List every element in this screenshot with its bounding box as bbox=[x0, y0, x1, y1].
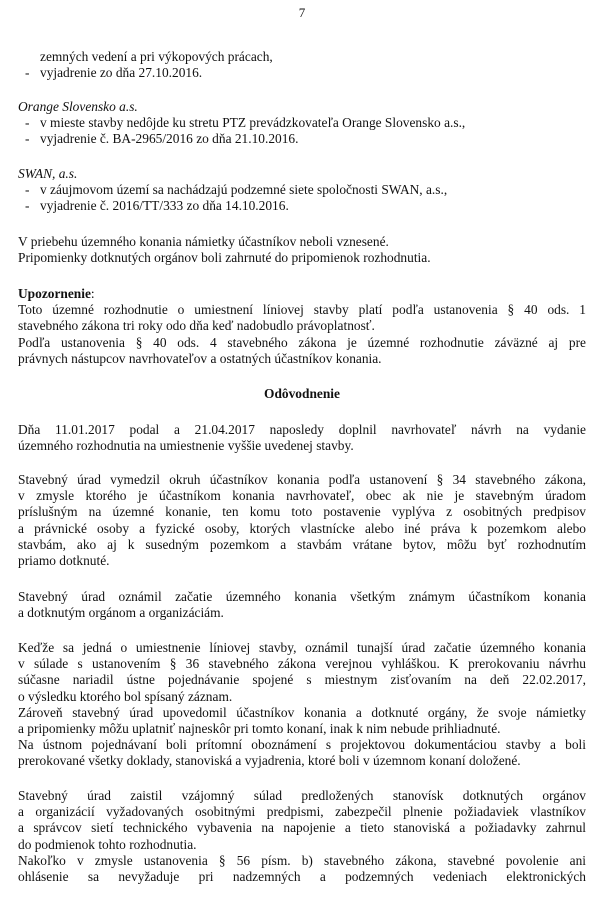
reasoning-paragraph-3 bbox=[18, 589, 586, 621]
text-line: stavbám, ako aj k susedným pozemkom a stavbám vrátane bytov, môžu byť rozhodnutím bbox=[18, 536, 586, 552]
company-name: Orange Slovensko a.s. bbox=[18, 99, 138, 114]
text-line: priamo dotknuté. bbox=[18, 553, 110, 569]
text-line: právnych nástupcov navrhovateľov a ostatných účastníkov konania. bbox=[18, 350, 382, 366]
text-line: a správcov sietí technického vybavenia na napojenie a tieto stanoviská a požiadavky zahrnul bbox=[18, 820, 586, 836]
text-line: a organizácií vyžadovaných osobitnými predpismi, zabezpečil plnenie požiadaviek vlastníkov bbox=[18, 804, 586, 820]
text-line: Pripomienky dotknutých orgánov boli zahrnuté do pripomienok rozhodnutia. bbox=[18, 250, 431, 266]
text-line: územného rozhodnutia na umiestnenie vyššie uvedenej stavby. bbox=[18, 438, 354, 454]
text-line: príslušným na územné konanie, ten komu toto postavenie vyplýva z osobitných predpisov bbox=[18, 504, 586, 520]
objections-paragraph bbox=[18, 234, 586, 266]
reasoning-paragraph-5 bbox=[18, 788, 586, 885]
text-line: Stavebný úrad vymedzil okruh účastníkov konania podľa ustanovení § 34 stavebného zákona, bbox=[18, 472, 586, 487]
list-item: - vyjadrenie zo dňa 27.10.2016. bbox=[18, 65, 586, 81]
reasoning-heading: Odôvodnenie bbox=[264, 386, 340, 401]
list-item: - vyjadrenie č. 2016/TT/333 zo dňa 14.10.2016. bbox=[18, 198, 586, 214]
text-line: v súlade s ustanovením § 36 stavebného zákona verejnou vyhláškou. K prerokovaniu návrhu bbox=[18, 656, 586, 672]
reasoning-paragraph-2 bbox=[18, 472, 586, 569]
text-line: Zároveň stavebný úrad upovedomil účastníkov konania a dotknuté orgány, že svoje námietky bbox=[18, 704, 586, 720]
text-line: ohlásenie sa nevyžaduje pri nadzemných a podzemných vedeniach elektronických bbox=[18, 869, 586, 885]
text-line: Nakoľko v zmysle ustanovenia § 56 písm. b) stavebného zákona, stavebné povolenie ani bbox=[18, 852, 586, 868]
reasoning-paragraph-4 bbox=[18, 640, 586, 770]
text-line: prerokované všetky doklady, stanoviská a vyjadrenia, ktoré boli v územnom konaní doložené. bbox=[18, 753, 521, 769]
text-line: Podľa ustanovenia § 40 ods. 4 stavebného zákona je územné rozhodnutie záväzné aj pre bbox=[18, 334, 586, 350]
text-line: a dotknutým orgánom a organizáciám. bbox=[18, 605, 224, 621]
text-line: Stavebný úrad zaistil vzájomný súlad predložených stanovísk dotknutých orgánov bbox=[18, 788, 586, 803]
text-line: Stavebný úrad oznámil začatie územného konania všetkým známym účastníkom konania bbox=[18, 589, 586, 604]
text-line: a právnické osoby a fyzické osoby, ktorých vlastnícke alebo iné práva k pozemkom alebo bbox=[18, 520, 586, 536]
warning-heading: Upozornenie bbox=[18, 286, 91, 301]
text-line: Toto územné rozhodnutie o umiestnení líniovej stavby platí podľa ustanovenia § 40 ods. 1 bbox=[18, 302, 586, 318]
company-name: SWAN, a.s. bbox=[18, 166, 78, 181]
warning-colon: : bbox=[90, 286, 95, 301]
text-line: stavebného zákona tri roky odo dňa keď nadobudlo právoplatnosť. bbox=[18, 318, 375, 334]
company-section-orange bbox=[18, 99, 586, 148]
text-line: do podmienok tohto rozhodnutia. bbox=[18, 836, 197, 852]
reasoning-paragraph-1 bbox=[18, 422, 586, 454]
text-line: o výsledku ktorého bol spísaný záznam. bbox=[18, 688, 233, 704]
list-item: - vyjadrenie č. BA-2965/2016 zo dňa 21.10.2016. bbox=[18, 131, 586, 147]
list-item: - v mieste stavby nedôjde ku stretu PTZ prevádzkovateľa Orange Slovensko a.s., bbox=[18, 115, 586, 131]
text-line: v zmysle ktorého je účastníkom konania navrhovateľ, obec ak nie je stavebným úradom bbox=[18, 488, 586, 504]
intro-block bbox=[18, 49, 586, 81]
page-number: 7 bbox=[298, 5, 306, 20]
text-line: súčasne nariadil ústne pojednávanie spojené s miestnym zisťovaním na deň 22.02.2017, bbox=[18, 672, 586, 688]
warning-section bbox=[18, 286, 586, 367]
warning-heading-line bbox=[18, 286, 586, 302]
company-section-swan bbox=[18, 166, 586, 215]
text-line: V priebehu územného konania námietky účastníkov neboli vznesené. bbox=[18, 234, 389, 249]
text-line: Keďže sa jedná o umiestnenie líniovej stavby, oznámil tunajší úrad začatie územného konania bbox=[18, 640, 586, 655]
text-line: Dňa 11.01.2017 podal a 21.04.2017 naposledy doplnil navrhovateľ návrh na vydanie bbox=[18, 422, 586, 437]
text-line: Na ústnom pojednávaní boli prítomní oboznámení s projektovou dokumentáciou stavby a boli bbox=[18, 737, 586, 753]
list-continuation: zemných vedení a pri výkopových prácach, bbox=[40, 49, 273, 64]
text-line: a pripomienky môžu uplatniť najneskôr pri tomto konaní, inak k nim nebude prihliadnuté. bbox=[18, 721, 501, 737]
list-item: - v záujmovom území sa nachádzajú podzemné siete spoločnosti SWAN, a.s., bbox=[18, 182, 586, 198]
